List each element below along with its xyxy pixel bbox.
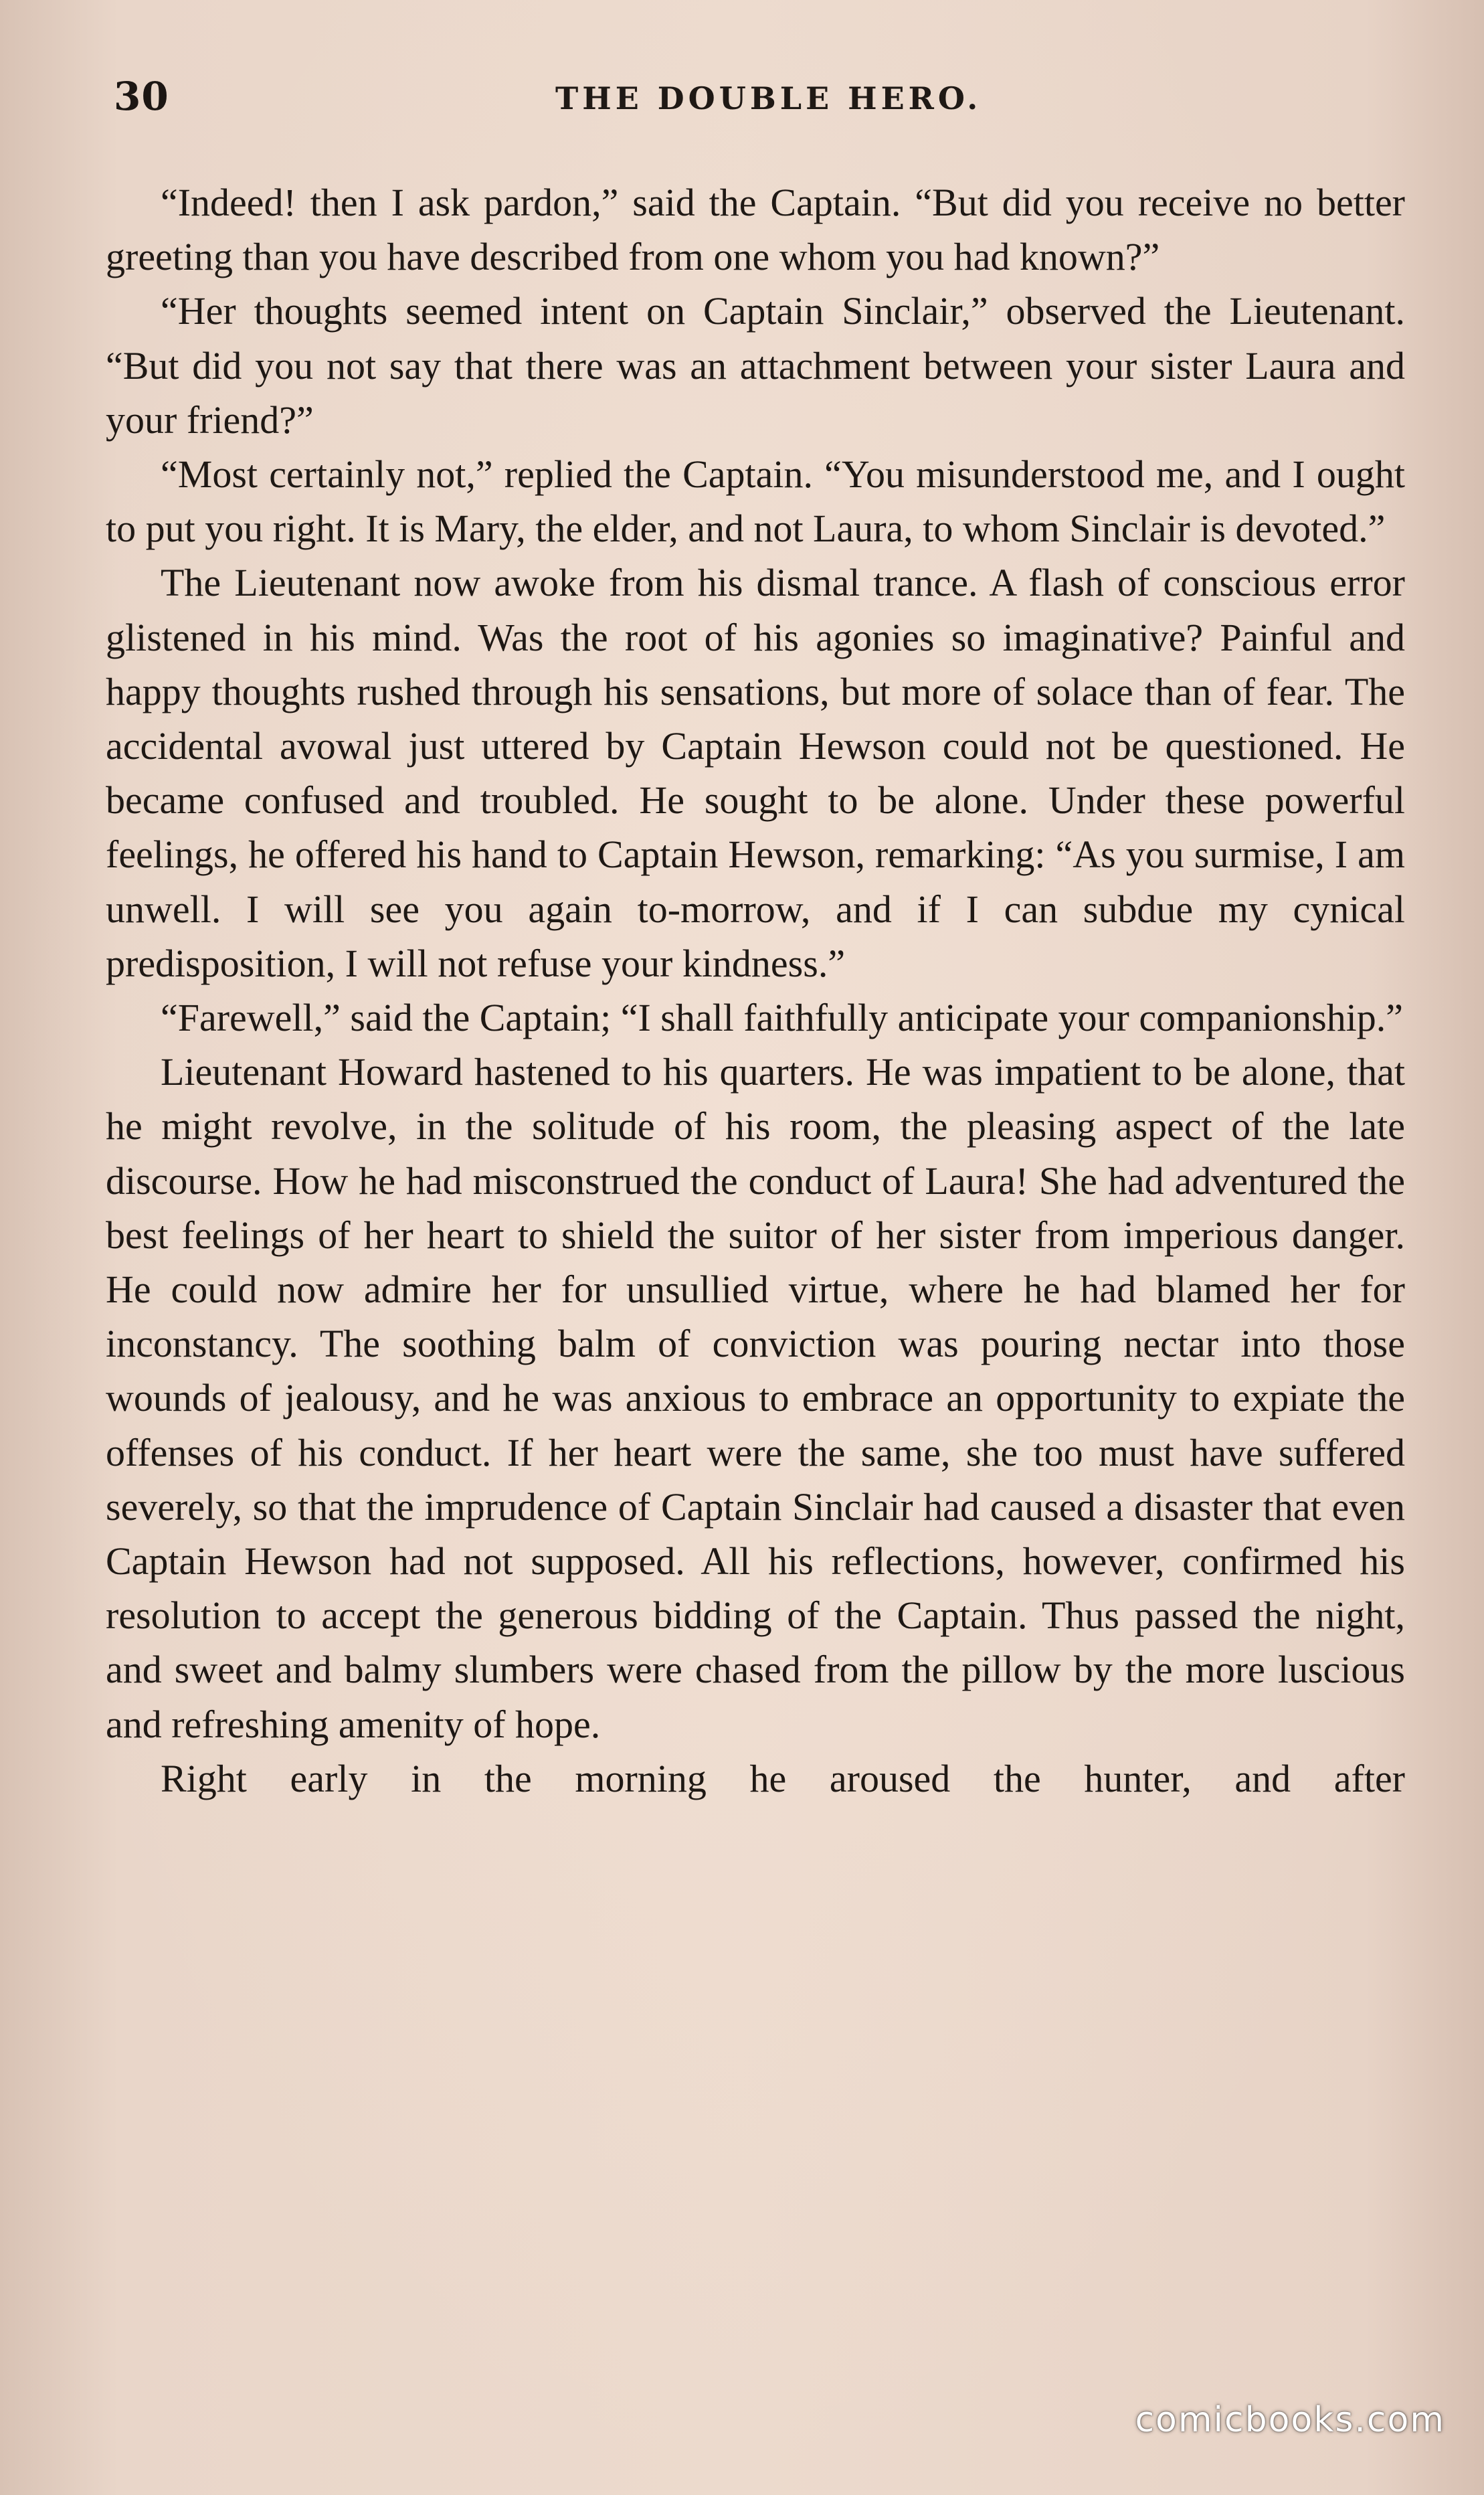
paragraph: “Farewell,” said the Captain; “I shall faithfully anticipate your companionship.”	[161, 996, 1404, 1040]
paragraph: Right early in the morning he aroused the hunter, and after	[161, 1756, 1405, 1800]
body-text	[106, 175, 1405, 1806]
paragraph: Lieutenant Howard hastened to his quarters. He was impatient to be alone, that he might revolve, in the solitude of his room, the pleasing aspect of the late discourse. How he had misconstrued the conduct of Laura! She had adventured the best feelings of her heart to shield the suitor of her sister from imperious danger. He could now admire her for unsullied virtue, where he had blamed her for inconstancy. The soothing balm of conviction was pouring nectar into those wounds of jealousy, and he was anxious to embrace an opportunity to expiate the offenses of his conduct. If her heart were the same, she too must have suffered severely, so that the imprudence of Captain Sinclair had caused a disaster that even Captain Hewson had not supposed. All his reflections, however, confirmed his resolution to accept the generous bidding of the Captain. Thus passed the night, and sweet and balmy slumbers were chased from the pillow by the more luscious and refreshing amenity of hope.	[106, 1050, 1405, 1746]
watermark: comicbooks.com	[1135, 2400, 1445, 2440]
paragraph: “Her thoughts seemed intent on Captain Sinclair,” observed the Lieutenant. “But did you not say that there was an attachment between your sister Laura and your friend?”	[106, 289, 1405, 442]
paragraph: “Most certainly not,” replied the Captain. “You misunderstood me, and I ought to put you right. It is Mary, the elder, and not Laura, to whom Sinclair is devoted.”	[106, 452, 1405, 551]
running-head: THE DOUBLE HERO.	[555, 80, 982, 116]
paragraph: The Lieutenant now awoke from his dismal trance. A flash of conscious error glistened in his mind. Was the root of his agonies so imaginative? Painful and happy thoughts rushed through his sensations, but more of solace than of fear. The accidental avowal just uttered by Captain Hewson could not be questioned. He became confused and troubled. He sought to be alone. Under these powerful feelings, he offered his hand to Captain Hewson, remarking: “As you surmise, I am unwell. I will see you again to-morrow, and if I can subdue my cynical predisposition, I will not refuse your kindness.”	[106, 561, 1405, 985]
paragraph: “Indeed! then I ask pardon,” said the Captain. “But did you receive no better greeting than you have described from one whom you had known?”	[106, 181, 1405, 279]
page-header	[114, 74, 1404, 134]
page-number: 30	[114, 74, 169, 119]
